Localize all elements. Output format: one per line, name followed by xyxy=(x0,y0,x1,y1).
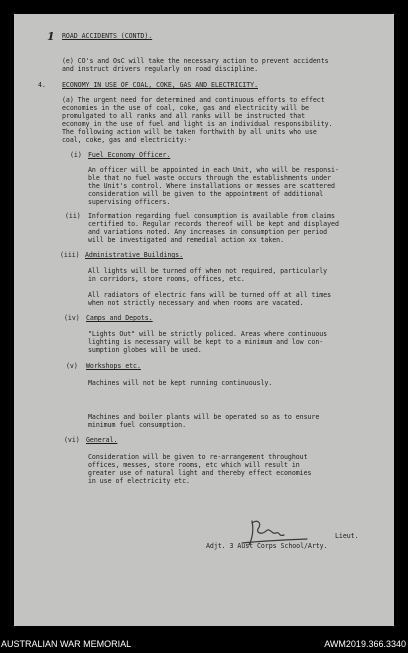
para-a-line-1: (a) The urgent need for determined and continuous efforts to effect xyxy=(62,96,325,104)
item-i-title: Fuel Economy Officer. xyxy=(88,151,171,159)
para-a-line-2: economies in the use of coal, coke, gas and electricity will be xyxy=(62,104,309,112)
item-i-number: (i) xyxy=(70,151,82,159)
item-ii-line-3: and variations noted. Any increases in consumption per period xyxy=(88,228,328,236)
heading-road-accidents: ROAD ACCIDENTS (CONTD). xyxy=(62,32,153,40)
item-i-line-5: supervising officers. xyxy=(88,198,171,206)
item-iv-line-3: sumption globes will be used. xyxy=(88,346,202,354)
item-ii-line-4: will be investigated and remedial action xx taken. xyxy=(88,236,284,244)
item-vi-line-2: offices, messes, store rooms, etc which will result in xyxy=(88,461,300,469)
item-iv-line-2: lighting is necessary will be kept to a minimum and low con- xyxy=(88,338,324,346)
item-ii-number: (ii) xyxy=(65,212,81,220)
item-vi-line-1: Consideration will be given to re-arrangement throughout xyxy=(88,453,308,461)
para-a-line-4: economy in the use of fuel and light is an individual responsibility. xyxy=(62,120,333,128)
item-vi-line-4: in use of electricity etc. xyxy=(88,477,190,485)
item-iii-line-4: when not strictly necessary and when rooms are vacated. xyxy=(88,299,304,307)
footer-catalogue-number: AWM2019.366.3340 xyxy=(324,639,406,649)
section-4-title: ECONOMY IN USE OF COAL, COKE, GAS AND ELECTRICITY. xyxy=(62,81,258,89)
item-iv-number: (iv) xyxy=(64,314,80,322)
item-i-line-3: the Unit's control. Where installations or messes are scattered xyxy=(88,182,335,190)
item-iii-number: (iii) xyxy=(60,251,80,259)
footer-archive-name: AUSTRALIAN WAR MEMORIAL xyxy=(1,639,132,649)
road-e-line-1: (e) CO's and OsC will take the necessary action to prevent accidents xyxy=(62,57,329,65)
item-iii-title: Administrative Buildings. xyxy=(85,251,183,259)
para-a-line-3: promulgated to all ranks and all ranks will be instructed that xyxy=(62,112,306,120)
road-e-line-2: and instruct drivers regularly on road discipline. xyxy=(62,65,258,73)
signature-appointment: Adjt. 3 Aust Corps School/Arty. xyxy=(206,542,328,550)
item-v-number: (v) xyxy=(66,362,78,370)
item-v-line-1: Machines will not be kept running continuously. xyxy=(88,379,273,387)
item-iv-line-1: "Lights Out" will be strictly policed. Areas where continuous xyxy=(88,330,328,338)
item-vi-title: General. xyxy=(86,436,118,444)
item-iii-line-1: All lights will be turned off when not required, particularly xyxy=(88,267,328,275)
item-ii-line-1: Information regarding fuel consumption is available from claims xyxy=(88,212,335,220)
item-vi-number: (vi) xyxy=(64,436,80,444)
item-i-line-4: consideration will be given to the appointment of additional xyxy=(88,190,324,198)
item-v-line-3: minimum fuel consumption. xyxy=(88,421,186,429)
signature-rank: Lieut. xyxy=(335,532,359,540)
section-4-number: 4. xyxy=(38,81,46,89)
para-a-line-5: The following action will be taken forthwith by all units who use xyxy=(62,128,317,136)
archive-footer xyxy=(0,636,408,653)
item-ii-line-2: certified to. Regular records thereof will be kept and displayed xyxy=(88,220,339,228)
page-mark: 1 xyxy=(47,30,55,43)
item-i-line-2: ble that no fuel waste occurs through the establishments under xyxy=(88,174,332,182)
item-iv-title: Camps and Depots. xyxy=(86,314,153,322)
para-a-line-6: coal, coke, gas and electricity:- xyxy=(62,136,192,144)
item-vi-line-3: greater use of natural light and thereby effect economies xyxy=(88,469,312,477)
document-page xyxy=(14,14,394,626)
item-v-title: Workshops etc. xyxy=(86,362,141,370)
item-iii-line-2: in corridors, store rooms, offices, etc. xyxy=(88,275,245,283)
item-iii-line-3: All radiators of electric fans will be turned off at all times xyxy=(88,291,332,299)
item-i-line-1: An officer will be appointed in each Unit, who will be responsi- xyxy=(88,166,339,174)
item-v-line-2: Machines and boiler plants will be operated so as to ensure xyxy=(88,413,320,421)
